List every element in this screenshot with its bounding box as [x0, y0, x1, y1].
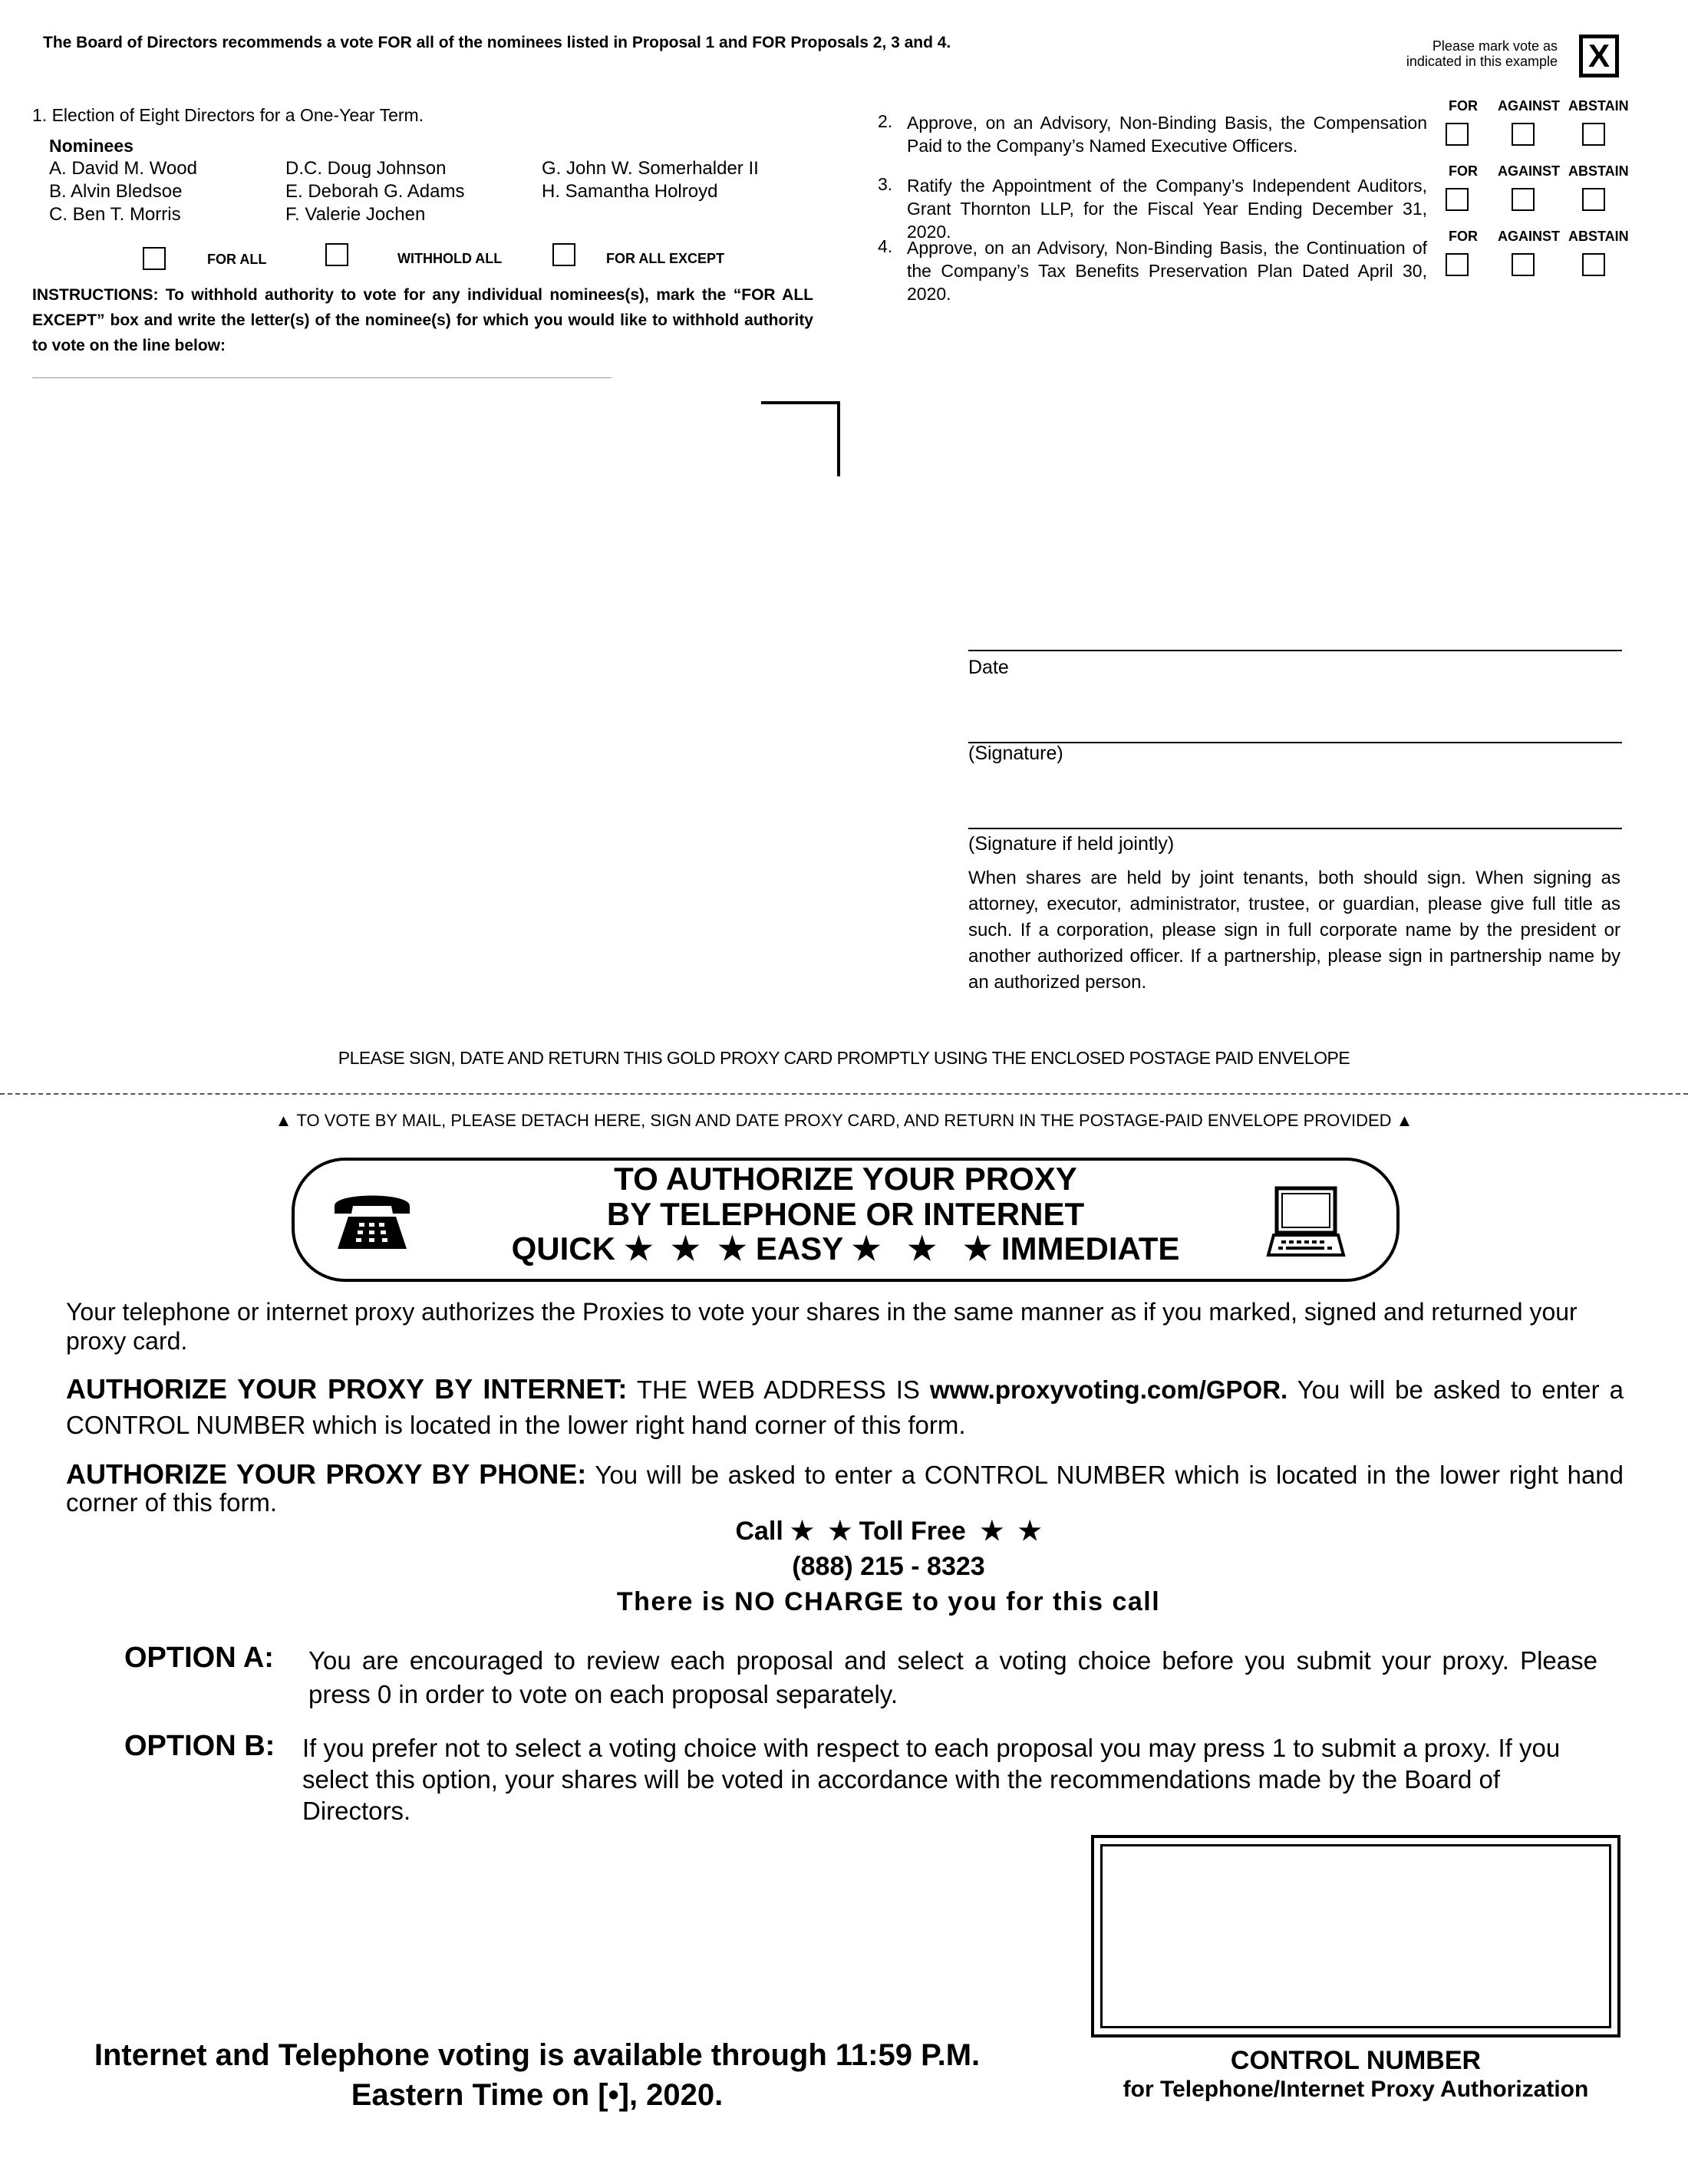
- for-all-except-label: FOR ALL EXCEPT: [606, 251, 725, 266]
- detach-note-row: [0, 1111, 1688, 1131]
- col-for-4: FOR: [1449, 229, 1478, 244]
- col-abstain-2: ABSTAIN: [1568, 98, 1629, 114]
- star-icon: ★ ★: [790, 1517, 852, 1546]
- withhold-all-label: WITHHOLD ALL: [397, 251, 503, 266]
- star-icon: ★ ★: [973, 1517, 1042, 1546]
- proposal-2-for-checkbox[interactable]: [1446, 123, 1469, 146]
- availability-line1: Internet and Telephone voting is available through 11:59 P.M.: [94, 2038, 981, 2072]
- proposal-2-text: Approve, on an Advisory, Non-Binding Basis, the Compensation Paid to the Company’s Named Executive Officers.: [907, 113, 1427, 156]
- joint-signature-line[interactable]: [968, 828, 1622, 829]
- laptop-icon: [1266, 1186, 1346, 1258]
- signature-line[interactable]: [968, 742, 1622, 743]
- example-mark-box: [1579, 35, 1619, 77]
- control-number-inner-box: [1100, 1844, 1611, 2028]
- nominee-b: B. Alvin Bledsoe: [49, 181, 183, 202]
- availability-line2: Eastern Time on [•], 2020.: [351, 2078, 724, 2112]
- nominee-h: H. Samantha Holroyd: [542, 181, 718, 202]
- phone-text: You will be asked to enter a CONTROL NUMBER which is located in the lower right hand corner of this form.: [66, 1461, 1624, 1517]
- telephone-icon: [330, 1188, 414, 1252]
- detach-perforation: [0, 1093, 1688, 1095]
- proposal-4-text: Approve, on an Advisory, Non-Binding Basis, the Continuation of the Company’s Tax Benefits Preservation Plan Dated April 30, 2020.: [907, 238, 1427, 304]
- proposal-4-abstain-checkbox[interactable]: [1582, 253, 1605, 276]
- control-number-subtitle: for Telephone/Internet Proxy Authorization: [1123, 2077, 1589, 2102]
- banner-line1: TO AUTHORIZE YOUR PROXY: [614, 1161, 1077, 1197]
- quick-label: QUICK: [511, 1230, 615, 1267]
- nominee-e: E. Deborah G. Adams: [285, 181, 465, 202]
- control-number-box: [1091, 1835, 1620, 2037]
- up-arrow-icon: ▲: [275, 1111, 297, 1130]
- return-note: PLEASE SIGN, DATE AND RETURN THIS GOLD PROXY CARD PROMPTLY USING THE ENCLOSED POSTAGE PAID ENVELOPE: [338, 1048, 1350, 1068]
- banner-line2: BY TELEPHONE OR INTERNET: [606, 1196, 1085, 1232]
- up-arrow-icon: ▲: [1391, 1111, 1413, 1130]
- withhold-all-checkbox[interactable]: [325, 243, 348, 266]
- col-against-2: AGAINST: [1498, 98, 1560, 114]
- nominee-d: D.C. Doug Johnson: [285, 158, 447, 179]
- detach-note: TO VOTE BY MAIL, PLEASE DETACH HERE, SIGN AND DATE PROXY CARD, AND RETURN IN THE POSTAGE-PAID ENVELOPE PROVIDED: [296, 1111, 1392, 1130]
- toll-free-label: Toll Free: [859, 1517, 966, 1546]
- proposal-2-abstain-checkbox[interactable]: [1582, 123, 1605, 146]
- voting-availability: [77, 2035, 997, 2115]
- proposal-3-against-checkbox[interactable]: [1512, 188, 1535, 211]
- proposal-3-number: 3.: [878, 174, 893, 194]
- proposal-3-abstain-checkbox[interactable]: [1582, 188, 1605, 211]
- for-all-checkbox[interactable]: [143, 247, 166, 270]
- corner-crop-mark: [761, 401, 840, 476]
- col-for-2: FOR: [1449, 98, 1478, 114]
- proposal-3-text: Ratify the Appointment of the Company’s Independent Auditors, Grant Thornton LLP, for the Fiscal Year Ending December 31, 2020.: [907, 176, 1427, 242]
- nominee-c: C. Ben T. Morris: [49, 204, 181, 225]
- option-b-text: If you prefer not to select a voting choice with respect to each proposal you may press 1 to submit a proxy. If you select this option, your shares will be voted in accordance with the recommendations made by the Board of Directors.: [302, 1734, 1561, 1825]
- option-a-label: OPTION A:: [124, 1642, 274, 1674]
- col-for-3: FOR: [1449, 163, 1478, 179]
- proposal-2-number: 2.: [878, 111, 893, 131]
- no-charge-note: There is NO CHARGE to you for this call: [616, 1587, 1161, 1616]
- withhold-write-line[interactable]: [32, 377, 612, 378]
- phone-number: (888) 215 - 8323: [792, 1552, 985, 1581]
- nominees-heading: Nominees: [49, 136, 134, 156]
- proposal-4-for-checkbox[interactable]: [1446, 253, 1469, 276]
- nominee-g: G. John W. Somerhalder II: [542, 158, 759, 179]
- col-against-3: AGAINST: [1498, 163, 1560, 179]
- call-toll-free: [0, 1516, 1688, 1547]
- internet-url[interactable]: www.proxyvoting.com/GPOR.: [929, 1375, 1288, 1404]
- control-number-title: CONTROL NUMBER: [1230, 2046, 1482, 2075]
- example-mark: X: [1587, 38, 1610, 74]
- signature-label: (Signature): [968, 743, 1063, 764]
- board-recommendation: The Board of Directors recommends a vote FOR all of the nominees listed in Proposal 1 and FOR Proposals 2, 3 and 4.: [43, 34, 951, 51]
- for-all-except-checkbox[interactable]: [552, 243, 575, 266]
- nominee-a: A. David M. Wood: [49, 158, 197, 179]
- example-note-line2: indicated in this example: [1406, 54, 1558, 69]
- proposal-3-for-checkbox[interactable]: [1446, 188, 1469, 211]
- option-b-label: OPTION B:: [124, 1730, 275, 1762]
- proposal-2-against-checkbox[interactable]: [1512, 123, 1535, 146]
- proposal-1-title: 1. Election of Eight Directors for a One-Year Term.: [32, 105, 424, 125]
- internet-instructions: [66, 1372, 1624, 1443]
- internet-heading: AUTHORIZE YOUR PROXY BY INTERNET:: [66, 1373, 628, 1405]
- for-all-label: FOR ALL: [207, 252, 267, 267]
- date-label: Date: [968, 657, 1009, 678]
- proxy-intro: Your telephone or internet proxy authorizes the Proxies to vote your shares in the same manner as if you marked, signed and returned your proxy card.: [66, 1298, 1578, 1355]
- easy-label: EASY: [755, 1230, 843, 1267]
- col-against-4: AGAINST: [1498, 229, 1560, 244]
- phone-instructions: [66, 1458, 1624, 1517]
- internet-post: You will be asked to enter a CONTROL NUMBER which is located in the lower right hand corner of this form.: [66, 1375, 1624, 1439]
- example-note: [1366, 38, 1558, 69]
- col-abstain-4: ABSTAIN: [1568, 229, 1629, 244]
- immediate-label: IMMEDIATE: [1001, 1230, 1180, 1267]
- internet-pre: THE WEB ADDRESS IS: [636, 1375, 920, 1404]
- call-label: Call: [735, 1517, 783, 1546]
- option-a-text: You are encouraged to review each proposal and select a voting choice before you submit your proxy. Please press 0 in order to vote on each proposal separately.: [308, 1646, 1597, 1708]
- phone-heading: AUTHORIZE YOUR PROXY BY PHONE:: [66, 1458, 587, 1490]
- joint-signature-label: (Signature if held jointly): [968, 833, 1175, 855]
- banner-line3: [292, 1231, 1400, 1267]
- proposal-4-number: 4.: [878, 236, 893, 256]
- nominee-f: F. Valerie Jochen: [285, 204, 426, 225]
- example-note-line1: Please mark vote as: [1432, 38, 1558, 54]
- signing-instructions: When shares are held by joint tenants, both should sign. When signing as attorney, executor, administrator, trustee, or guardian, please give full title as such. If a corporation, please sign in full corporate name by the president or another authorized officer. If a partnership, please sign in partnership name by an authorized person.: [968, 868, 1620, 993]
- star-icon: ★ ★ ★: [624, 1230, 747, 1267]
- star-icon: ★ ★ ★: [852, 1230, 993, 1267]
- date-line[interactable]: [968, 650, 1622, 651]
- proposal-4-against-checkbox[interactable]: [1512, 253, 1535, 276]
- withhold-instructions: INSTRUCTIONS: To withhold authority to vote for any individual nominees(s), mark the “FOR ALL EXCEPT” box and write the letter(s) of the nominee(s) for which you would like to withhold authority to vote on the line below:: [32, 286, 813, 354]
- col-abstain-3: ABSTAIN: [1568, 163, 1629, 179]
